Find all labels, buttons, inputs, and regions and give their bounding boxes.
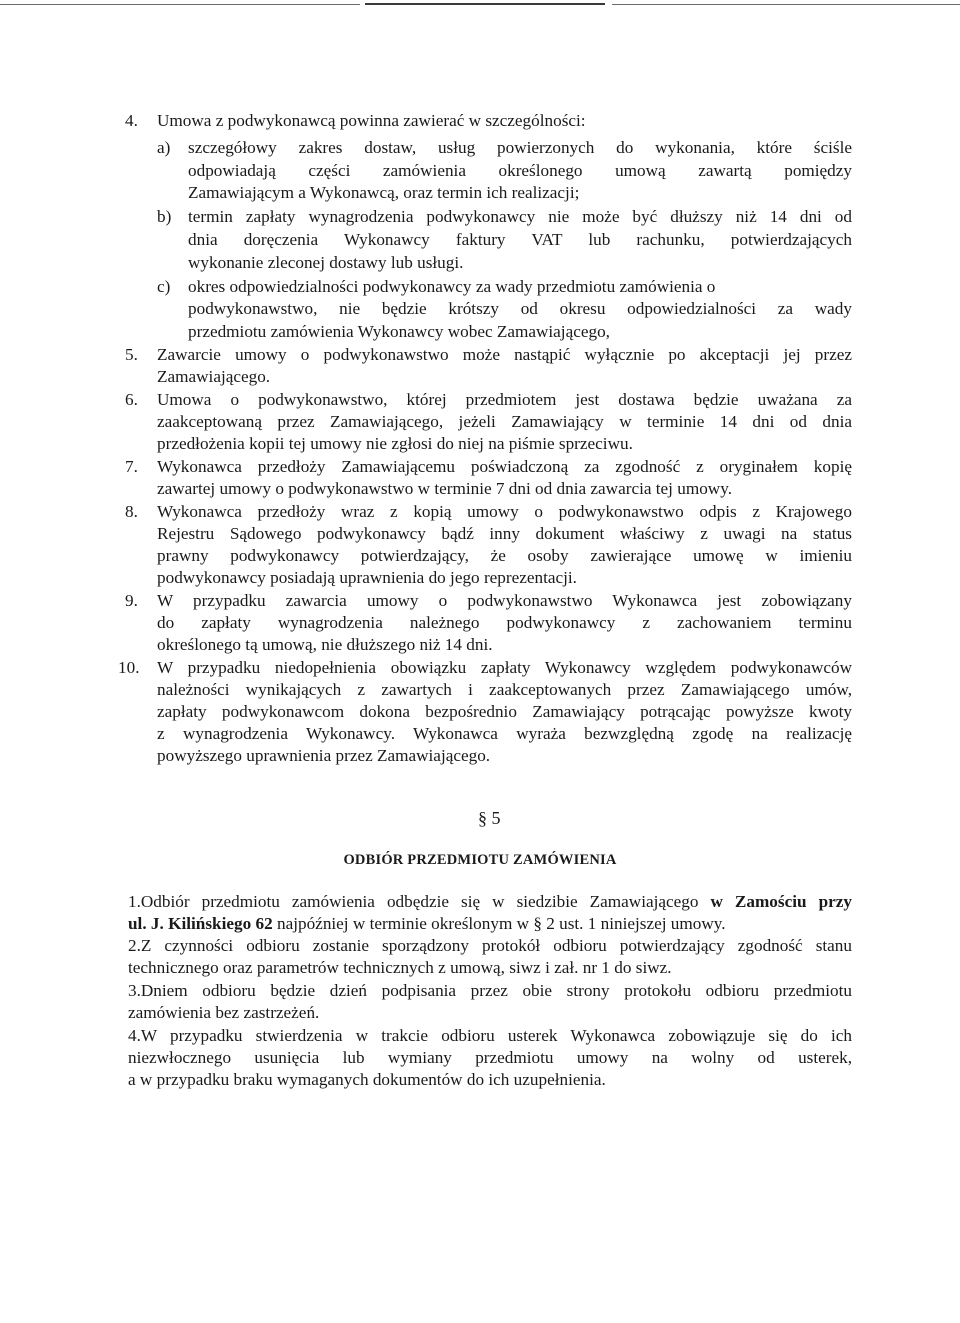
section-paragraph: niezwłocznego usunięcia lub wymiany przedmiotu umowy na wolny od usterek, [128,1048,852,1067]
item-number: 8. [125,502,138,521]
section-paragraph [128,891,852,913]
subitem-label: c) [157,277,171,296]
section-paragraph: 3.Dniem odbioru będzie dzień podpisania przez obie strony protokołu odbioru przedmiotu [128,981,852,1000]
section-paragraph: technicznego oraz parametrów technicznych z umową, siwz i zał. nr 1 do siwz. [128,958,672,977]
item-text: prawny podwykonawcy potwierdzający, że osoby zawierające umowę w imieniu [157,546,852,565]
subitem-text: podwykonawstwo, nie będzie krótszy od okresu odpowiedzialności za wady [188,299,852,318]
subitem-text: szczegółowy zakres dostaw, usług powierzonych do wykonania, które ściśle [188,138,852,157]
item-text: zaakceptowaną przez Zamawiającego, jeżeli Zamawiający w terminie 14 dni od dnia [157,412,852,431]
item-text: podwykonawcy posiadają uprawnienia do jego reprezentacji. [157,568,577,587]
paragraph-text: najpóźniej w terminie określonym w § 2 ust. 1 niniejszej umowy. [272,914,726,933]
paragraph-bold-text: w Zamościu przy [710,892,852,911]
subitem-text: odpowiadają części zamówienia określonego umową zawartą pomiędzy [188,161,852,180]
item-text: W przypadku zawarcia umowy o podwykonawstwo Wykonawca jest zobowiązany [157,591,852,610]
item-number: 9. [125,591,138,610]
item-number: 10. [118,658,140,677]
item-number: 7. [125,457,138,476]
subitem-text: przedmiotu zamówienia Wykonawcy wobec Zamawiającego, [188,322,610,341]
item-text: Umowa o podwykonawstwo, której przedmiotem jest dostawa będzie uważana za [157,390,852,409]
paragraph-text: 1.Odbiór przedmiotu zamówienia odbędzie się w siedzibie Zamawiającego [128,892,711,911]
section-paragraph: zamówienia bez zastrzeżeń. [128,1003,320,1022]
item-text: Wykonawca przedłoży wraz z kopią umowy o podwykonawstwo odpis z Krajowego [157,502,852,521]
item-text: zapłaty podwykonawcom dokona bezpośrednio Zamawiający potrącając powyższe kwoty [157,702,852,721]
item-number: 4. [125,111,138,130]
subitem-text: Zamawiającym a Wykonawcą, oraz termin ich realizacji; [188,183,580,202]
item-text: do zapłaty wynagrodzenia należnego podwykonawcy z zachowaniem terminu [157,613,852,632]
section-paragraph: a w przypadku braku wymaganych dokumentów do ich uzupełnienia. [128,1070,606,1089]
section-paragraph: 4.W przypadku stwierdzenia w trakcie odbioru usterek Wykonawca zobowiązuje się do ich [128,1026,852,1045]
item-text: Rejestru Sądowego podwykonawcy bądź inny dokument właściwy z uwagi na status [157,524,852,543]
subitem-label: a) [157,138,171,157]
item-text: należności wynikających z zawartych i zaakceptowanych przez Zamawiającego umów, [157,680,852,699]
item-text: zawartej umowy o podwykonawstwo w terminie 7 dni od dnia zawarcia tej umowy. [157,479,732,498]
section-number: § 5 [478,808,501,828]
item-text: Umowa z podwykonawcą powinna zawierać w szczególności: [157,111,586,130]
subitem-text: dnia doręczenia Wykonawcy faktury VAT lub rachunku, potwierdzających [188,230,852,249]
item-text: Zawarcie umowy o podwykonawstwo może nastąpić wyłącznie po akceptacji jej przez [157,345,852,364]
item-text: Zamawiającego. [157,367,271,386]
subitem-text: wykonanie zleconej dostawy lub usługi. [188,253,464,272]
item-text: z wynagrodzenia Wykonawcy. Wykonawca wyraża bezwzględną zgodę na realizację [157,724,852,743]
section-title: ODBIÓR PRZEDMIOTU ZAMÓWIENIA [343,852,617,868]
subitem-text: termin zapłaty wynagrodzenia podwykonawcy nie może być dłuższy niż 14 dni od [188,207,852,226]
item-text: Wykonawca przedłoży Zamawiającemu poświadczoną za zgodność z oryginałem kopię [157,457,852,476]
item-text: określonego tą umową, nie dłuższego niż 14 dni. [157,635,493,654]
paragraph-bold-text: ul. J. Kilińskiego 62 [128,914,273,933]
section-paragraph [128,913,726,935]
item-text: powyższego uprawnienia przez Zamawiającego. [157,746,491,765]
item-number: 5. [125,345,138,364]
section-paragraph: 2.Z czynności odbioru zostanie sporządzony protokół odbioru potwierdzający zgodność stanu [128,936,852,955]
item-text: przedłożenia kopii tej umowy nie zgłosi do niej na piśmie sprzeciwu. [157,434,633,453]
item-text: W przypadku niedopełnienia obowiązku zapłaty Wykonawcy względem podwykonawców [157,658,852,677]
item-number: 6. [125,390,138,409]
subitem-label: b) [157,207,172,226]
subitem-text: okres odpowiedzialności podwykonawcy za wady przedmiotu zamówienia o [188,277,716,296]
